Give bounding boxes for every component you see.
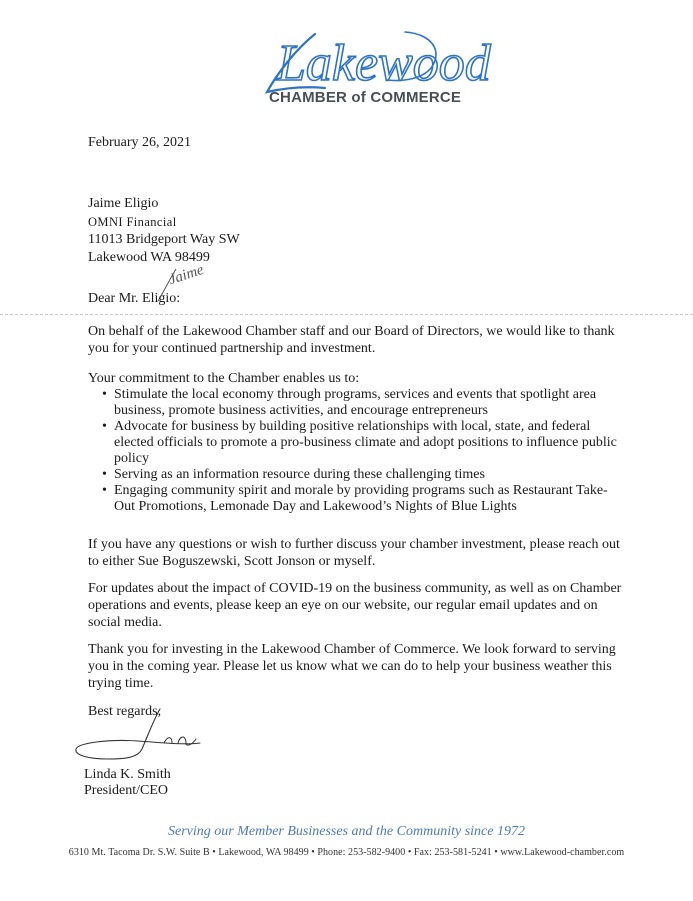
chamber-logo (255, 22, 491, 112)
list-item: • Engaging community spirit and morale by providing programs such as Restaurant Take-Out Promotions, Lemonade Day and Lakewood’s Nights of Blue Lights (100, 483, 620, 515)
signer-name: Linda K. Smith (84, 767, 171, 782)
paragraph-covid: For updates about the impact of COVID-19 on the business community, as well as on Chamber operations and events, please keep an eye on our website, our regular email updates and on social media. (88, 581, 622, 630)
paragraph-questions: If you have any questions or wish to further discuss your chamber investment, please reach out to either Sue Boguszewski, Scott Jonson or myself. (88, 537, 620, 569)
chamber-logo-graphic (255, 22, 491, 112)
signature-scribble (68, 705, 208, 765)
signer-title: President/CEO (84, 783, 168, 798)
salutation: Dear Mr. Eligio: (88, 291, 181, 306)
footer-tagline: Serving our Member Businesses and the Community since 1972 (168, 824, 525, 839)
recipient-name: Jaime Eligio (88, 196, 159, 211)
signature (68, 705, 208, 765)
recipient-city: Lakewood WA 98499 (88, 250, 210, 265)
footer-address: 6310 Mt. Tacoma Dr. S.W. Suite B • Lakewood, WA 98499 • Phone: 253-582-9400 • Fax: 253-581-5241 • www.Lakewood-chamber.com (68, 847, 625, 858)
list-item: • Advocate for business by building positive relationships with local, state, and federal elected officials to promote a pro-business climate and adopt positions to influence public policy (100, 419, 620, 467)
list-item: • Serving as an information resource during these challenging times (100, 467, 620, 483)
commitment-list (100, 387, 620, 515)
list-item: • Stimulate the local economy through programs, services and events that spotlight area business, promote business activities, and encourage entrepreneurs (100, 387, 620, 419)
paragraph-thanks: Thank you for investing in the Lakewood Chamber of Commerce. We look forward to serving you in the coming year. Please let us know what we can do to help your business weather this trying time. (88, 642, 616, 691)
scan-artifact-line (0, 314, 693, 315)
closing: Best regards, (88, 704, 162, 719)
letter-date: February 26, 2021 (88, 135, 192, 150)
logo-word: Lakewood (277, 35, 491, 92)
paragraph-intro: On behalf of the Lakewood Chamber staff and our Board of Directors, we would like to thank you for your continued partnership and investment. (88, 324, 615, 356)
recipient-company: OMNI Financial (88, 215, 177, 229)
handwritten-note-text: Jaime (166, 261, 206, 289)
recipient-street: 11013 Bridgeport Way SW (88, 232, 240, 247)
logo-subtitle: CHAMBER of COMMERCE (269, 89, 462, 106)
commitment-intro: Your commitment to the Chamber enables us to: (88, 371, 360, 386)
